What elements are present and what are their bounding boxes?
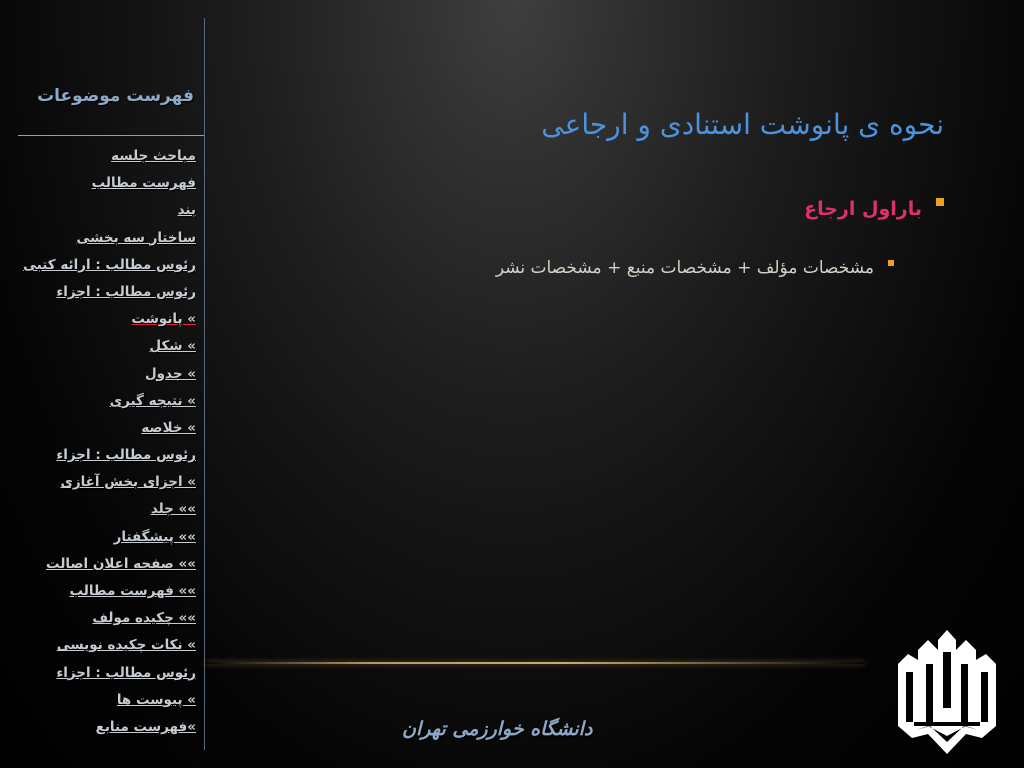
toc-item[interactable] [6, 250, 196, 277]
toc-item[interactable] [6, 576, 196, 603]
toc-link[interactable]: » اجزای بخش آغازی [60, 474, 196, 491]
toc-item[interactable] [6, 168, 196, 195]
toc-item[interactable] [6, 331, 196, 358]
toc-link[interactable]: بند [177, 202, 196, 219]
toc-link[interactable]: » شکل [149, 338, 196, 355]
toc-item[interactable] [6, 195, 196, 222]
toc-item[interactable] [6, 440, 196, 467]
toc-link[interactable]: فهرست مطالب [91, 175, 196, 192]
toc-link[interactable]: رئوس مطالب : اجزاء [56, 664, 196, 681]
toc-link[interactable]: مباحث جلسه [111, 148, 196, 164]
table-of-contents [6, 141, 196, 739]
bullet-level-1-text: باراول ارجاع [804, 198, 922, 220]
university-name: دانشگاه خوارزمی تهران [402, 718, 593, 740]
toc-item[interactable] [6, 467, 196, 494]
toc-link-active[interactable]: » پانوشت [131, 311, 196, 328]
toc-item[interactable] [6, 141, 196, 168]
toc-link[interactable]: رئوس مطالب : ارائه کتبی [23, 256, 196, 273]
toc-link[interactable]: »» صفحه اعلان اصالت [46, 555, 196, 572]
toc-item[interactable] [6, 685, 196, 712]
toc-item[interactable] [6, 712, 196, 739]
toc-item[interactable] [6, 223, 196, 250]
university-logo-icon [886, 626, 1008, 758]
toc-link[interactable]: »» چکیده مولف [92, 610, 196, 627]
toc-link[interactable]: »فهرست منابع [95, 718, 196, 735]
toc-item[interactable] [6, 359, 196, 386]
toc-item-active[interactable] [6, 304, 196, 331]
toc-link[interactable]: »» جلد [150, 501, 196, 518]
toc-item[interactable] [6, 522, 196, 549]
toc-link[interactable]: رئوس مطالب : اجزاء [56, 283, 196, 300]
bullet-level-2 [496, 258, 894, 278]
toc-item[interactable] [6, 630, 196, 657]
toc-link[interactable]: رئوس مطالب : اجزاء [56, 447, 196, 464]
toc-link[interactable]: » نتیجه گیری [109, 392, 196, 409]
toc-link[interactable]: »» فهرست مطالب [69, 583, 196, 599]
toc-item[interactable] [6, 386, 196, 413]
toc-item[interactable] [6, 413, 196, 440]
bullet-level-1 [804, 198, 944, 220]
toc-link[interactable]: »» پیشگفتار [113, 528, 196, 545]
toc-item[interactable] [6, 603, 196, 630]
footer-glow-line [205, 662, 865, 664]
square-bullet-icon [888, 260, 894, 266]
toc-item[interactable] [6, 549, 196, 576]
toc-item[interactable] [6, 277, 196, 304]
sidebar-rule [18, 135, 204, 136]
toc-link[interactable]: » جدول [144, 365, 196, 382]
slide-title: نحوه ی پانوشت استنادی و ارجاعی [541, 108, 944, 141]
toc-link[interactable]: » پیوست ها [116, 691, 196, 708]
toc-link[interactable]: ساختار سه بخشی [76, 229, 196, 246]
toc-item[interactable] [6, 658, 196, 685]
sidebar-heading: فهرست موضوعات [37, 86, 194, 106]
toc-link[interactable]: » خلاصه [141, 419, 196, 436]
toc-item[interactable] [6, 494, 196, 521]
toc-link[interactable]: » نکات چکیده نویسی [56, 637, 196, 654]
bullet-level-2-text: مشخصات مؤلف + مشخصات منبع + مشخصات نشر [495, 258, 874, 278]
square-bullet-icon [936, 198, 944, 206]
sidebar-divider [204, 18, 205, 750]
sidebar [0, 0, 204, 768]
